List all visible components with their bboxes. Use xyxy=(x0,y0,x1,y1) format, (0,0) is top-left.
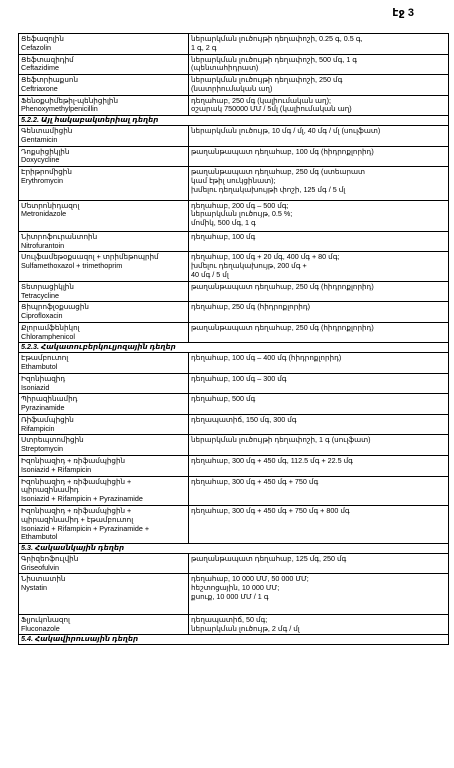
dosage-form-line: կամ էթիլ սուկցինատ); xyxy=(191,175,276,185)
medicine-name-armenian: Գենտամիցին xyxy=(21,126,73,136)
dosage-form-cell xyxy=(189,231,449,252)
medicine-name-cell xyxy=(19,302,189,323)
medicine-name-cell xyxy=(19,614,189,635)
dosage-form-line: դեղապատիճ, 50 մգ; xyxy=(191,614,268,624)
medicines-table xyxy=(18,33,449,645)
medicine-name-english: Streptomycin xyxy=(21,444,63,454)
dosage-form-line: դեղահաբ, 100 մգ – 400 մգ (հիդրոքլորիդ) xyxy=(191,353,342,363)
medicine-name-armenian: Ֆենօքսիմեթիլ-պենիցիլին xyxy=(21,95,119,105)
medicine-name-english: Isoniazid + Rifampicin + Pyrazinamide + Ethambutol xyxy=(21,523,150,542)
dosage-form-line: դեղահաբ, 100 մգ – 300 մգ xyxy=(191,373,287,383)
medicine-name-english: Tetracycline xyxy=(21,290,59,300)
medicine-row xyxy=(19,95,449,116)
medicine-row xyxy=(19,146,449,167)
dosage-form-cell xyxy=(189,353,449,374)
dosage-form-line: դեղահաբ, 200 մգ – 500 մգ; xyxy=(191,200,289,210)
dosage-form-line: թաղանթապատ դեղահաբ, 250 մգ (հիդրոքլորիդ) xyxy=(191,281,374,291)
section-header-row xyxy=(19,635,449,645)
medicine-name-armenian: Իզոնիազիդ + ռիֆամպիցին + պիրազինամիդ xyxy=(21,476,132,495)
medicine-name-english: Rifampicin xyxy=(21,423,55,433)
dosage-form-line: ներարկման լուծույթի դեղափոշի, 0.25 գ, 0.5 գ, xyxy=(191,34,363,43)
medicine-name-armenian: Ստրեպտոմիցին xyxy=(21,435,84,445)
dosage-form-cell xyxy=(189,302,449,323)
medicine-name-cell xyxy=(19,394,189,415)
dosage-form-cell xyxy=(189,574,449,614)
medicine-row xyxy=(19,34,449,55)
dosage-form-cell xyxy=(189,373,449,394)
medicine-row xyxy=(19,394,449,415)
medicine-row xyxy=(19,553,449,574)
dosage-form-line: ներարկման լուծույթ, 2 մգ / մլ xyxy=(191,623,300,633)
medicine-name-english: Doxycycline xyxy=(21,155,60,165)
medicine-row xyxy=(19,252,449,281)
medicine-name-cell xyxy=(19,231,189,252)
dosage-form-cell xyxy=(189,281,449,302)
medicine-name-cell xyxy=(19,34,189,55)
medicine-row xyxy=(19,231,449,252)
medicine-name-armenian: Իզոնիազիդ + ռիֆամպիցին + պիրազինամիդ + էթամբուտոլ xyxy=(21,505,134,524)
dosage-form-line: թաղանթապատ դեղահաբ, 100 մգ (հիդրոքլորիդ) xyxy=(191,146,374,156)
medicine-row xyxy=(19,614,449,635)
medicine-row xyxy=(19,126,449,147)
medicine-name-english: Griseofulvin xyxy=(21,562,59,572)
dosage-form-line: օշարակ 750000 ՄՄ / 5մլ (կալիումական աղ) xyxy=(191,104,352,114)
medicine-name-english: Ciprofloxacin xyxy=(21,311,63,321)
medicines-table-body xyxy=(19,34,449,645)
dosage-form-cell xyxy=(189,34,449,55)
medicine-name-english: Isoniazid + Rifampicin xyxy=(21,464,92,474)
dosage-form-line: ներարկման լուծույթի դեղափոշի, 1 գ (սուլֆատ) xyxy=(191,435,371,445)
medicine-name-english: Ceftazidime xyxy=(21,63,59,73)
dosage-form-cell xyxy=(189,553,449,574)
medicine-row xyxy=(19,476,449,505)
medicine-name-armenian: Ցիպրոֆլօքսացին xyxy=(21,302,89,312)
medicine-row xyxy=(19,456,449,477)
dosage-form-cell xyxy=(189,414,449,435)
dosage-form-line: թաղանթապատ դեղահաբ, 250 մգ (հիդրոքլորիդ) xyxy=(191,322,374,332)
medicine-name-armenian: Գրիզեոֆուլվին xyxy=(21,553,79,563)
medicine-name-armenian: Քլորամֆենիկոլ xyxy=(21,322,80,332)
medicine-name-armenian: Նիտրոֆուրանտոին xyxy=(21,231,98,241)
medicine-name-english: Phenoxymethylpenicillin xyxy=(21,104,98,114)
medicine-name-cell xyxy=(19,476,189,505)
dosage-form-cell xyxy=(189,75,449,96)
medicine-row xyxy=(19,322,449,343)
dosage-form-line: թաղանթապատ դեղահաբ, 125 մգ, 250 մգ xyxy=(191,553,347,563)
dosage-form-line: թաղանթապատ դեղահաբ, 250 մգ (ստեարատ xyxy=(191,167,366,177)
medicine-row xyxy=(19,54,449,75)
medicine-name-cell xyxy=(19,167,189,200)
dosage-form-line: դեղահաբ, 100 մգ + 20 մգ, 400 մգ + 80 մգ; xyxy=(191,252,340,262)
section-header-row xyxy=(19,116,449,126)
medicine-row xyxy=(19,414,449,435)
medicine-name-cell xyxy=(19,414,189,435)
medicine-name-english: Erythromycin xyxy=(21,175,63,185)
medicine-name-english: Isoniazid xyxy=(21,382,50,392)
dosage-form-line: դեղահաբ, 100 մգ xyxy=(191,231,256,241)
dosage-form-line: խմելու դեղակախույթ, 200 մգ + xyxy=(191,261,307,271)
dosage-form-line: դեղահաբ, 10 000 ՄՄ, 50 000 ՄՄ; xyxy=(191,574,309,584)
medicine-row xyxy=(19,281,449,302)
dosage-form-cell xyxy=(189,476,449,505)
dosage-form-cell xyxy=(189,95,449,116)
dosage-form-line: դեղահաբ, 500 մգ xyxy=(191,394,256,404)
dosage-form-cell xyxy=(189,146,449,167)
dosage-form-cell xyxy=(189,54,449,75)
dosage-form-cell xyxy=(189,322,449,343)
medicine-name-armenian: Ցեֆազոլին xyxy=(21,34,64,43)
dosage-form-line: քսուք, 10 000 ՄՄ / 1 գ xyxy=(191,591,269,601)
medicine-name-english: Isoniazid + Rifampicin + Pyrazinamide xyxy=(21,494,143,504)
medicine-name-english: Sulfamethoxazol + trimethoprim xyxy=(21,261,123,271)
medicine-name-cell xyxy=(19,200,189,231)
medicine-name-cell xyxy=(19,435,189,456)
dosage-form-line: դեղահաբ, 300 մգ + 450 մգ, 112.5 մգ + 22.5 մգ xyxy=(191,456,353,466)
dosage-form-cell xyxy=(189,505,449,543)
medicine-name-english: Cefazolin xyxy=(21,42,51,52)
medicine-name-english: Pyrazinamide xyxy=(21,403,65,413)
dosage-form-line: հեշտոցային, 10 000 ՄՄ; xyxy=(191,583,280,593)
medicine-name-armenian: Պիրազինամիդ xyxy=(21,394,78,404)
medicine-name-cell xyxy=(19,281,189,302)
medicine-name-armenian: Իզոնիազիդ xyxy=(21,373,66,383)
section-header-row xyxy=(19,544,449,554)
medicine-name-cell xyxy=(19,95,189,116)
dosage-form-line: մոմիկ, 500 մգ, 1 գ xyxy=(191,218,256,228)
medicine-name-cell xyxy=(19,252,189,281)
dosage-form-line: դեղահաբ, 250 մգ (կալիումական աղ); xyxy=(191,95,332,105)
medicine-row xyxy=(19,373,449,394)
medicine-name-english: Ethambutol xyxy=(21,362,58,371)
medicine-name-armenian: Էրիթրոմիցին xyxy=(21,167,72,177)
medicine-name-cell xyxy=(19,505,189,543)
medicine-name-armenian: Ցեֆտրիաքսոն xyxy=(21,75,79,85)
medicine-name-armenian: Մետրոնիդազոլ xyxy=(21,200,80,210)
medicine-name-armenian: Դոքսիցիկլին xyxy=(21,146,70,156)
medicine-name-english: Chloramphenicol xyxy=(21,331,75,341)
medicine-name-cell xyxy=(19,146,189,167)
dosage-form-line: դեղահաբ, 300 մգ + 450 մգ + 750 մգ + 800 մգ xyxy=(191,505,350,515)
medicine-name-cell xyxy=(19,353,189,374)
dosage-form-line: ներարկման լուծույթ, 10 մգ / մլ, 40 մգ / մլ (սուլֆատ) xyxy=(191,126,381,136)
section-title: 5.3. Հակասնկային դեղեր xyxy=(19,544,449,554)
dosage-form-cell xyxy=(189,394,449,415)
medicine-name-cell xyxy=(19,126,189,147)
section-title: 5.2.2. Այլ հակաբակտերիալ դեղեր xyxy=(19,116,449,126)
medicine-name-cell xyxy=(19,456,189,477)
medicine-name-cell xyxy=(19,75,189,96)
dosage-form-cell xyxy=(189,252,449,281)
dosage-form-line: 1 գ, 2 գ xyxy=(191,42,217,52)
dosage-form-line: դեղահաբ, 300 մգ + 450 մգ + 750 մգ xyxy=(191,476,319,486)
medicine-row xyxy=(19,353,449,374)
medicine-name-cell xyxy=(19,574,189,614)
medicine-name-cell xyxy=(19,373,189,394)
medicine-name-armenian: Տետրացիկլին xyxy=(21,281,74,291)
section-title: 5.2.3. Հակատուբերկուլյոզային դեղեր xyxy=(19,343,449,353)
medicine-name-armenian: Ռիֆամպիցին xyxy=(21,414,74,424)
dosage-form-line: (պենտահիդրատ) xyxy=(191,63,259,73)
medicine-row xyxy=(19,574,449,614)
dosage-form-cell xyxy=(189,167,449,200)
dosage-form-cell xyxy=(189,200,449,231)
medicine-name-cell xyxy=(19,54,189,75)
dosage-form-line: ներարկման լուծույթի դեղափոշի, 500 մգ, 1 գ xyxy=(191,54,358,64)
dosage-form-line: դեղապատիճ, 150 մգ, 300 մգ xyxy=(191,414,297,424)
medicine-row xyxy=(19,200,449,231)
medicine-name-english: Fluconazole xyxy=(21,623,60,633)
dosage-form-cell xyxy=(189,435,449,456)
medicine-row xyxy=(19,167,449,200)
dosage-form-line: ներարկման լուծույթ, 0.5 %; xyxy=(191,209,293,219)
medicine-name-armenian: Էթամբուտոլ xyxy=(21,353,69,363)
medicine-name-english: Nitrofurantoin xyxy=(21,240,65,250)
dosage-form-line: խմելու դեղակախույթի փոշի, 125 մգ / 5 մլ xyxy=(191,184,346,194)
page-number: էջ 3 xyxy=(392,7,414,19)
medicine-name-armenian: Սուլֆամեթօքսազոլ + տրիմեթոպրիմ xyxy=(21,252,159,262)
medicine-name-english: Gentamicin xyxy=(21,134,58,144)
medicine-row xyxy=(19,75,449,96)
medicine-name-armenian: Ֆլյուկոնազոլ xyxy=(21,614,70,624)
medicine-name-english: Nystatin xyxy=(21,583,47,593)
medicine-name-english: Ceftriaxone xyxy=(21,83,58,93)
medicine-name-cell xyxy=(19,322,189,343)
medicine-row xyxy=(19,435,449,456)
medicine-row xyxy=(19,505,449,543)
medicine-row xyxy=(19,302,449,323)
dosage-form-cell xyxy=(189,614,449,635)
dosage-form-cell xyxy=(189,456,449,477)
dosage-form-line: ներարկման լուծույթի դեղափոշի, 250 մգ xyxy=(191,75,343,85)
medicine-name-armenian: Նիստատին xyxy=(21,574,66,584)
medicine-name-armenian: Ցեֆտազիդիմ xyxy=(21,54,74,64)
section-title: 5.4. Հակավիրուսային դեղեր xyxy=(19,635,449,645)
medicine-name-english: Metronidazole xyxy=(21,209,67,219)
dosage-form-line: 40 մգ / 5 մլ xyxy=(191,269,229,279)
section-header-row xyxy=(19,343,449,353)
dosage-form-line: դեղահաբ, 250 մգ (հիդրոքլորիդ) xyxy=(191,302,310,312)
medicine-name-armenian: Իզոնիազիդ + ռիֆամպիցին xyxy=(21,456,126,466)
medicine-name-cell xyxy=(19,553,189,574)
dosage-form-cell xyxy=(189,126,449,147)
dosage-form-line: (նատրիումական աղ) xyxy=(191,83,273,93)
